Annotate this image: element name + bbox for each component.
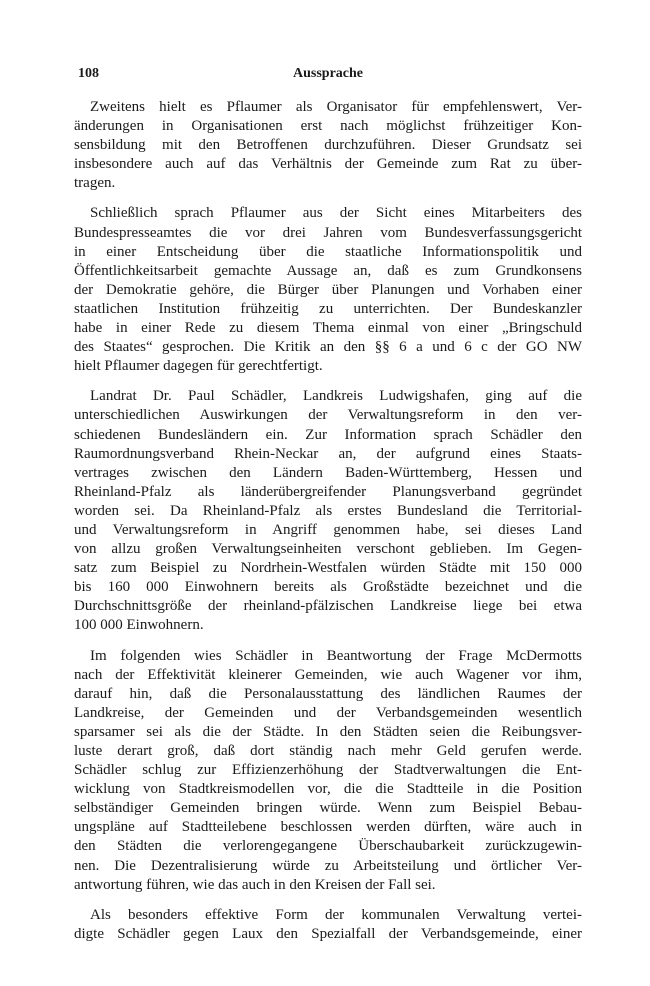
text-line: digte Schädler gegen Laux den Spezialfall der Verbandsgemeinde, einer (74, 925, 582, 942)
text-line: ungspläne auf Stadtteilebene beschlossen werden dürften, wäre auch in (74, 819, 582, 836)
text-line: antwortung führen, wie das auch in den Kreisen der Fall sei. (74, 876, 436, 893)
text-line: unterschiedlichen Auswirkungen der Verwaltungsreform in den ver- (74, 407, 582, 424)
text-line: schiedenen Bundesländern ein. Zur Information sprach Schädler den (74, 426, 582, 443)
text-line: sparsamer sei als die der Städte. In den Städten seien die Reibungsver- (74, 723, 582, 740)
text-line: Landrat Dr. Paul Schädler, Landkreis Ludwigshafen, ging auf die (90, 388, 582, 405)
text-line: änderungen in Organisationen erst nach möglichst frühzeitiger Kon- (74, 118, 582, 135)
text-line: der Demokratie gehöre, die Bürger über Planungen und Vorhaben einer (74, 281, 582, 298)
text-line: und Verwaltungsreform in Angriff genommen habe, sei dieses Land (74, 521, 582, 538)
text-line: Als besonders effektive Form der kommunalen Verwaltung vertei- (90, 906, 582, 923)
text-line: von allzu großen Verwaltungseinheiten verschont geblieben. Im Gegen- (74, 541, 582, 558)
paragraph (74, 98, 582, 193)
text-line: nach der Effektivität kleinerer Gemeinden, wie auch Wagener vor ihm, (74, 666, 582, 683)
running-title: Aussprache (292, 66, 363, 81)
text-line: Im folgenden wies Schädler in Beantwortung der Frage McDermotts (90, 647, 582, 664)
text-line: Zweitens hielt es Pflaumer als Organisator für empfehlenswert, Ver- (90, 99, 582, 115)
text-line: wicklung von Stadtkreismodellen vor, die die Stadtteile in die Position (74, 781, 582, 798)
paragraph (74, 647, 582, 895)
running-head (74, 62, 582, 84)
text-line: vertrages zwischen den Ländern Baden-Württemberg, Hessen und (74, 464, 582, 481)
book-page (74, 62, 582, 955)
text-line: nen. Die Dezentralisierung würde zu Arbeitsteilung und örtlicher Ver- (74, 857, 582, 874)
text-line: satz zum Beispiel zu Nordrhein-Westfalen würden Städte mit 150 000 (74, 560, 582, 577)
text-line: 100 000 Einwohnern. (74, 617, 204, 634)
text-line: Öffentlichkeitsarbeit gemachte Aussage an, daß es zum Grundkonsens (74, 262, 582, 279)
text-line: selbständiger Gemeinden bringen würde. Wenn zum Beispiel Bebau- (74, 800, 582, 817)
text-line: in einer Entscheidung über die staatliche Informationspolitik und (74, 243, 582, 260)
text-line: luste derart groß, daß dort ständig nach mehr Geld gerufen werde. (74, 743, 582, 759)
text-line: Landkreise, der Gemeinden und der Verbandsgemeinden wesentlich (74, 704, 582, 721)
paragraph (74, 387, 582, 635)
page-number: 108 (78, 66, 99, 81)
text-line: darauf hin, daß die Personalausstattung des ländlichen Raumes der (74, 685, 582, 702)
text-line: Raumordnungsverband Rhein-Neckar an, der aufgrund eines Staats- (74, 445, 582, 462)
text-line: staatlichen Institution frühzeitig zu unterrichten. Der Bundeskanzler (74, 300, 582, 317)
text-line: habe in einer Rede zu diesem Thema einmal von einer „Bringschuld (74, 320, 582, 337)
text-line: worden sei. Da Rheinland-Pfalz als erstes Bundesland die Territorial- (74, 502, 582, 519)
body-text (74, 98, 582, 944)
text-line: insbesondere auch auf das Verhältnis der Gemeinde zum Rat zu über- (74, 156, 582, 173)
paragraph (74, 204, 582, 376)
text-line: Bundespresseamtes die vor drei Jahren vom Bundesverfassungsgericht (74, 224, 582, 241)
text-line: Schädler schlug zur Effizienzerhöhung der Stadtverwaltungen die Ent- (74, 762, 582, 779)
text-line: den Städten die verlorengegangene Überschaubarkeit zurückzugewin- (74, 838, 582, 855)
text-line: Schließlich sprach Pflaumer aus der Sicht eines Mitarbeiters des (90, 205, 582, 222)
text-line: Rheinland-Pfalz als länderübergreifender Planungsverband gegründet (74, 483, 582, 500)
text-line: Durchschnittsgröße der rheinland-pfälzischen Landkreise liege bei etwa (74, 598, 582, 615)
text-line: des Staates“ gesprochen. Die Kritik an den §§ 6 a und 6 c der GO NW (74, 339, 582, 356)
text-line: hielt Pflaumer dagegen für gerechtfertigt. (74, 358, 323, 375)
text-line: tragen. (74, 175, 116, 192)
text-line: sensbildung mit den Betroffenen durchzuführen. Dieser Grundsatz sei (74, 137, 582, 154)
paragraph (74, 906, 582, 944)
text-line: bis 160 000 Einwohnern bereits als Großstädte bezeichnet und die (74, 579, 582, 596)
